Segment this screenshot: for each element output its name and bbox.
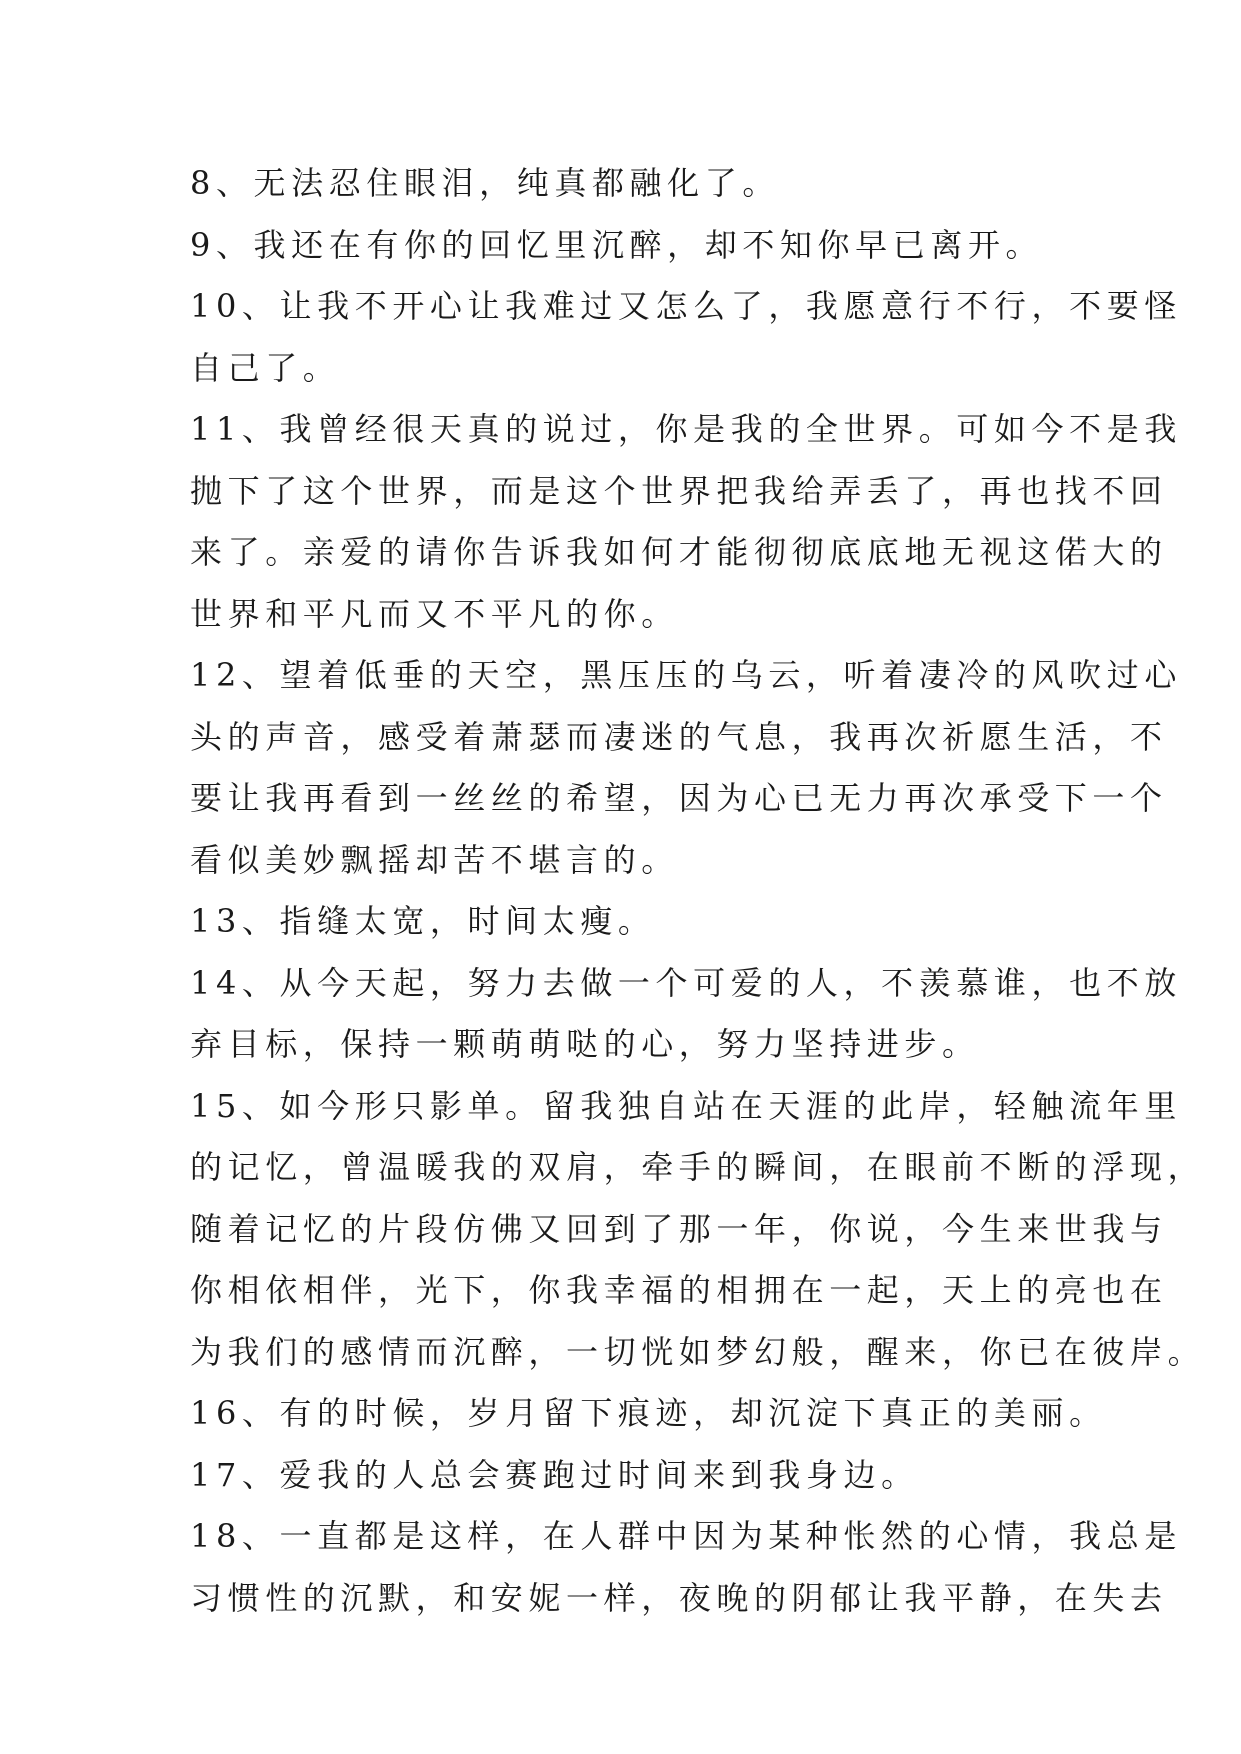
text-line: 习惯性的沉默，和安妮一样，夜晚的阴郁让我平静，在失去: [190, 1578, 1168, 1617]
text-line: 看似美妙飘摇却苦不堪言的。: [190, 840, 679, 879]
text-line: 13、指缝太宽，时间太瘦。: [190, 902, 656, 940]
text-line: 你相依相伴，光下，你我幸福的相拥在一起，天上的亮也在: [190, 1271, 1168, 1309]
text-line: 世界和平凡而又不平凡的你。: [190, 594, 679, 633]
text-line: 11、我曾经很天真的说过，你是我的全世界。可如今不是我: [190, 410, 1182, 448]
text-line: 为我们的感情而沉醉，一切恍如梦幻般，醒来，你已在彼岸。: [190, 1332, 1206, 1371]
text-line: 自己了。: [190, 348, 341, 387]
text-line: 8、无法忍住眼泪，纯真都融化了。: [190, 164, 780, 202]
text-line: 弃目标，保持一颗萌萌哒的心，努力坚持进步。: [190, 1025, 980, 1063]
text-line: 18、一直都是这样，在人群中因为某种怅然的心情，我总是: [190, 1517, 1182, 1555]
text-line: 17、爱我的人总会赛跑过时间来到我身边。: [190, 1455, 919, 1494]
text-line: 12、望着低垂的天空，黑压压的乌云，听着凄冷的风吹过心: [190, 656, 1182, 694]
document-body: [190, 153, 1206, 1629]
text-line: 来了。亲爱的请你告诉我如何才能彻彻底底地无视这偌大的: [190, 533, 1168, 571]
text-line: 要让我再看到一丝丝的希望，因为心已无力再次承受下一个: [190, 779, 1168, 817]
text-line: 的记忆，曾温暖我的双肩，牵手的瞬间，在眼前不断的浮现，: [190, 1148, 1206, 1186]
text-line: 头的声音，感受着萧瑟而凄迷的气息，我再次祈愿生活，不: [190, 717, 1168, 756]
text-line: 9、我还在有你的回忆里沉醉，却不知你早已离开。: [190, 225, 1044, 264]
text-line: 10、让我不开心让我难过又怎么了，我愿意行不行，不要怪: [190, 287, 1182, 325]
text-line: 随着记忆的片段仿佛又回到了那一年，你说，今生来世我与: [190, 1209, 1168, 1248]
text-line: 16、有的时候，岁月留下痕迹，却沉淀下真正的美丽。: [190, 1394, 1107, 1432]
text-line: 15、如今形只影单。留我独自站在天涯的此岸，轻触流年里: [190, 1086, 1182, 1125]
text-line: 抛下了这个世界，而是这个世界把我给弄丢了，再也找不回: [190, 471, 1168, 510]
text-line: 14、从今天起，努力去做一个可爱的人，不羡慕谁，也不放: [190, 963, 1182, 1002]
